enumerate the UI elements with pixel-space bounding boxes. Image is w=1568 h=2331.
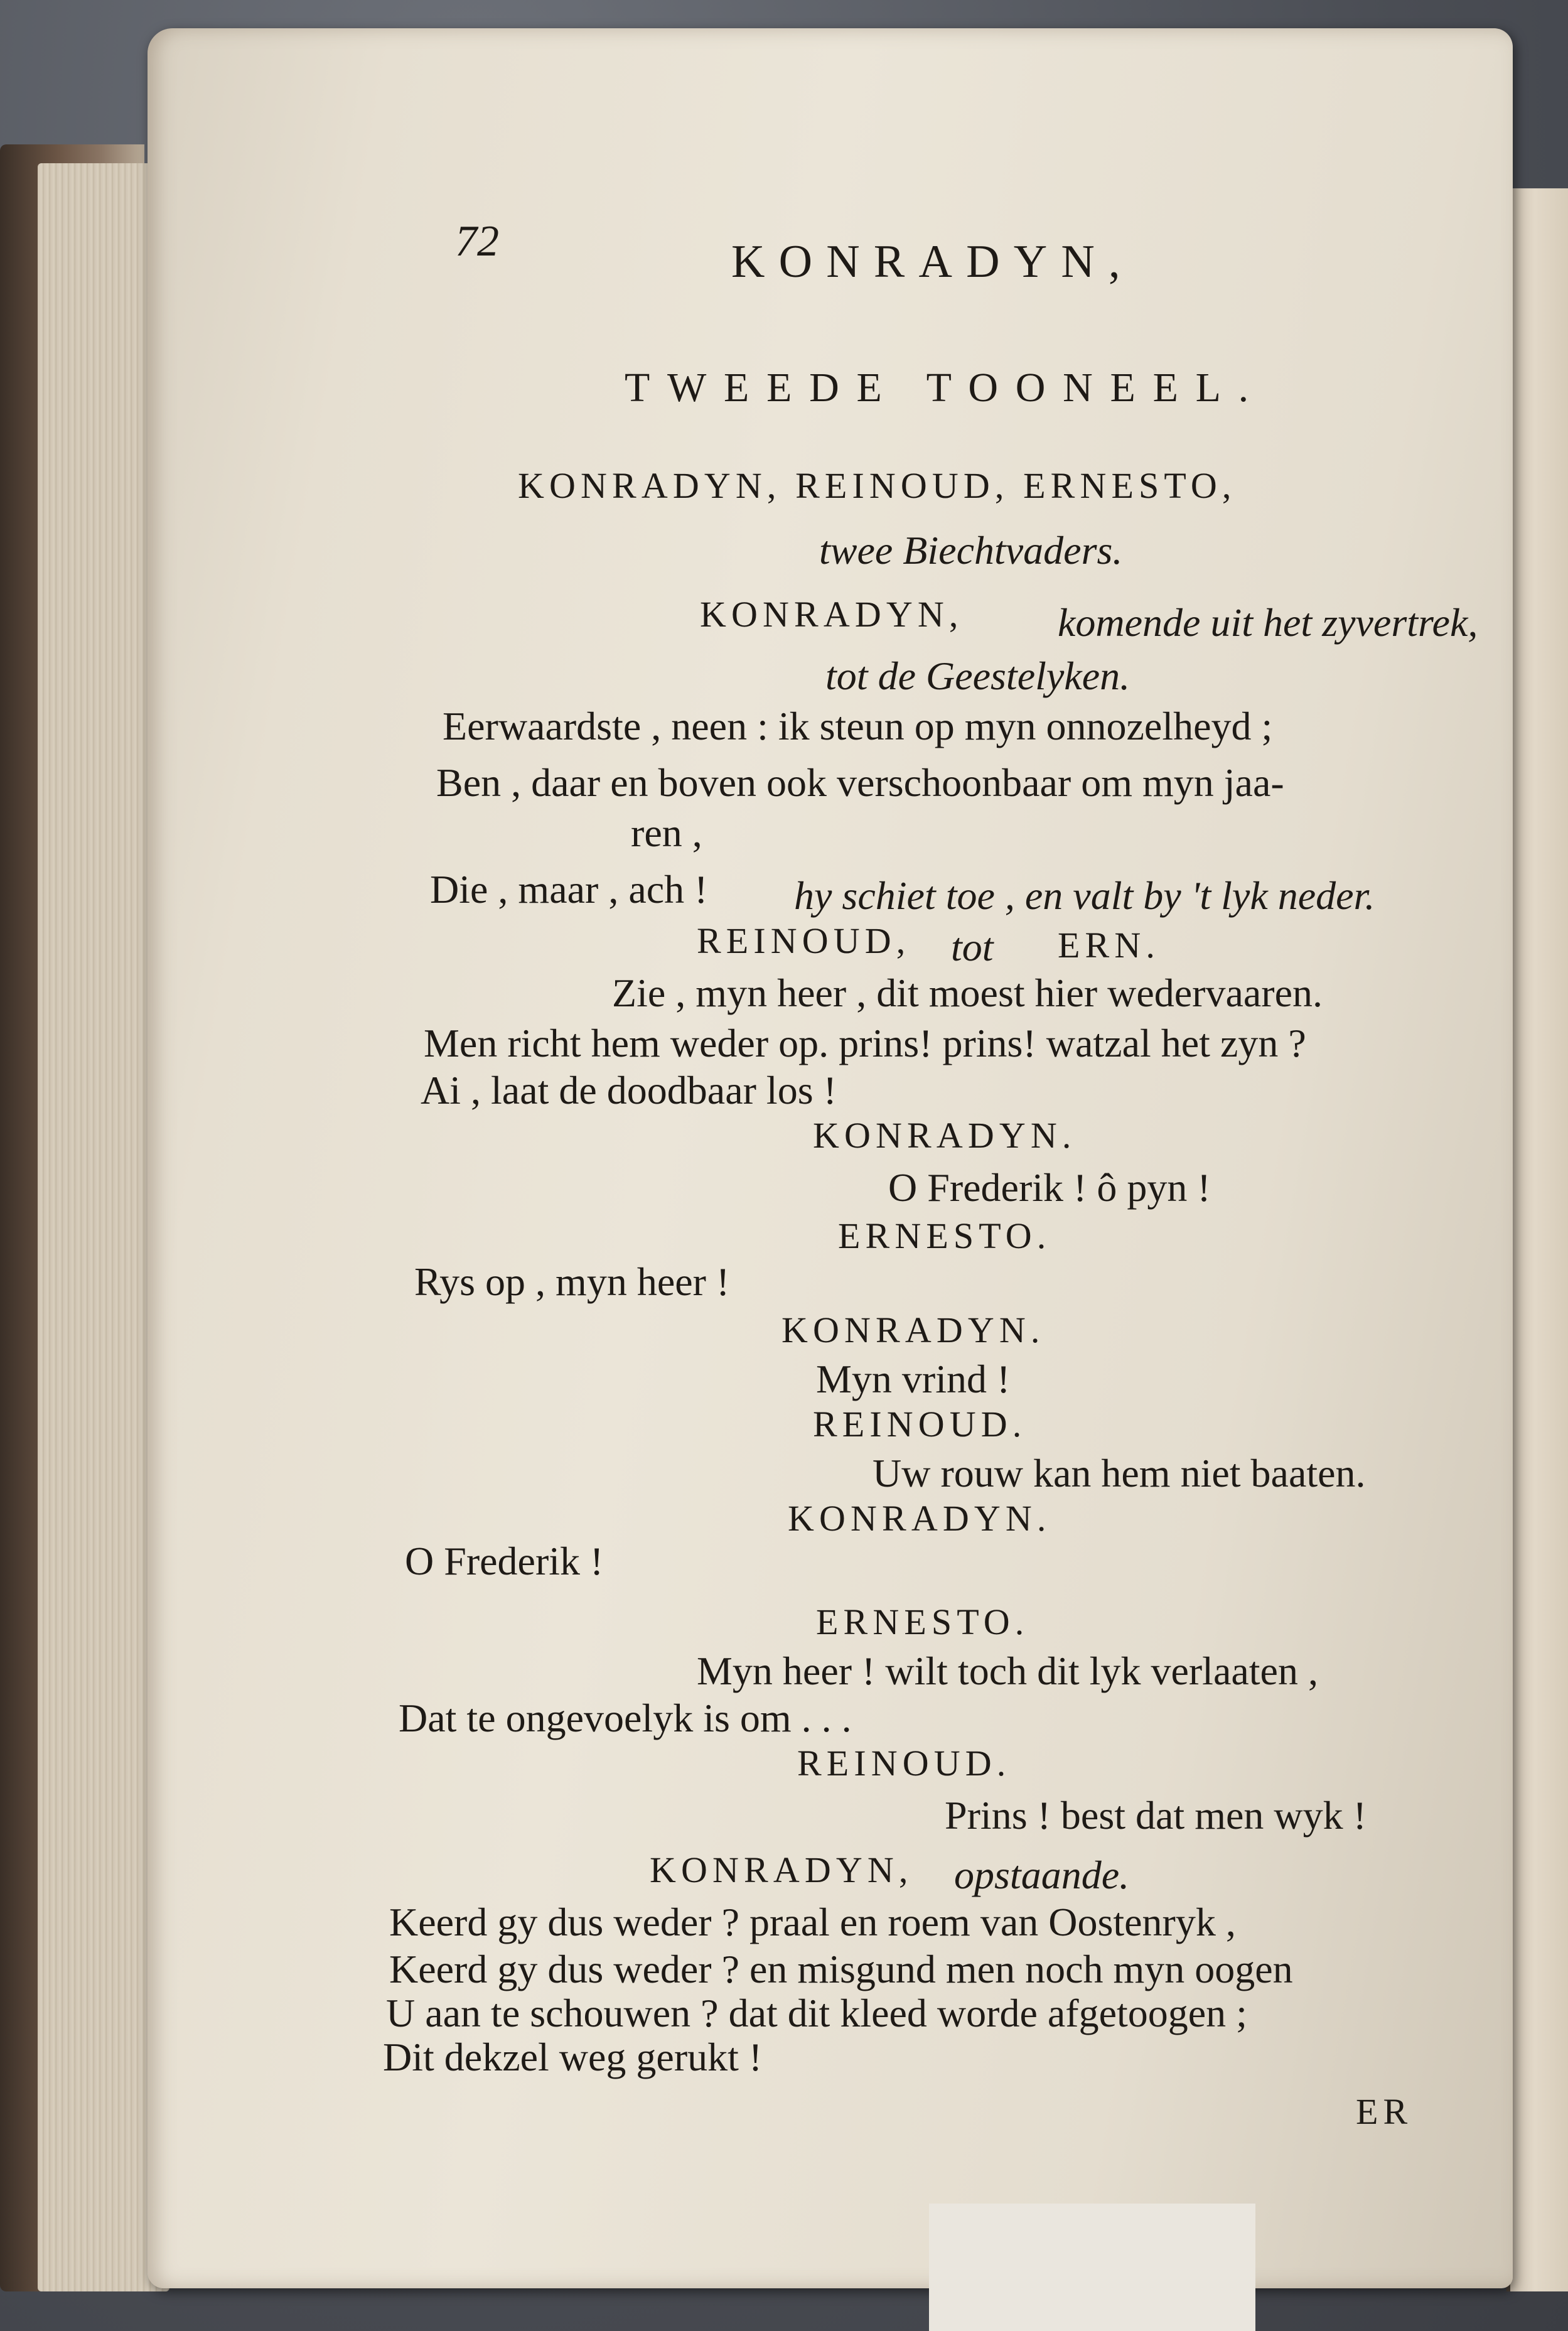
verse-line: Rys op , myn heer ! — [414, 1259, 730, 1304]
running-head: KONRADYN, — [731, 236, 1134, 288]
speaker-reinoud: REINOUD, — [697, 920, 911, 961]
verse-line: Myn heer ! wilt toch dit lyk verlaaten , — [697, 1649, 1318, 1693]
verse-line: Prins ! best dat men wyk ! — [945, 1793, 1367, 1838]
speaker-ernesto: ERNESTO. — [816, 1602, 1029, 1642]
verse-line: Keerd gy dus weder ? praal en roem van Oostenryk , — [389, 1900, 1236, 1944]
verse-line: Uw rouw kan hem niet baaten. — [873, 1451, 1366, 1495]
speaker-konradyn: KONRADYN. — [788, 1498, 1051, 1539]
cast-list: KONRADYN, REINOUD, ERNESTO, — [518, 465, 1237, 506]
verse-line: Die , maar , ach ! — [430, 867, 708, 912]
verse-line: U aan te schouwen ? dat dit kleed worde afgetoogen ; — [386, 1991, 1247, 2035]
verse-line: O Frederik ! ô pyn ! — [888, 1165, 1211, 1210]
verse-line: Eerwaardste , neen : ik steun op myn onnozelheyd ; — [443, 704, 1273, 748]
book-page — [148, 28, 1513, 2288]
scene-title: TWEEDE TOONEEL. — [625, 365, 1266, 411]
verse-line: Ai , laat de doodbaar los ! — [421, 1068, 837, 1112]
speaker-reinoud: REINOUD. — [813, 1404, 1027, 1445]
speaker-reinoud: REINOUD. — [797, 1743, 1011, 1784]
stage-direction: tot de Geestelyken. — [825, 654, 1130, 698]
catchword: ER — [1356, 2091, 1413, 2132]
speaker-konradyn: KONRADYN. — [813, 1115, 1077, 1156]
speaker-konradyn: KONRADYN. — [781, 1310, 1045, 1350]
page-number: 72 — [455, 217, 499, 266]
facing-page-edge — [1506, 188, 1568, 2291]
verse-line: Zie , myn heer , dit moest hier wedervaaren. — [612, 971, 1323, 1015]
speaker-konradyn: KONRADYN, — [700, 594, 964, 635]
stage-direction: tot — [951, 925, 994, 969]
verse-line: ren , — [631, 810, 702, 855]
cast-list-sub: twee Biechtvaders. — [819, 528, 1123, 573]
speaker-konradyn: KONRADYN, — [650, 1849, 913, 1890]
verse-line: Dat te ongevoelyk is om . . . — [399, 1696, 852, 1740]
verse-line: Men richt hem weder op. prins! prins! watzal het zyn ? — [424, 1021, 1306, 1065]
verse-line: Dit dekzel weg gerukt ! — [383, 2035, 763, 2079]
speaker-ernesto: ERNESTO. — [838, 1215, 1051, 1256]
speaker-ernesto: ERN. — [1058, 925, 1160, 966]
verse-line: Ben , daar en boven ook verschoonbaar om myn jaa- — [436, 760, 1284, 805]
stage-direction: hy schiet toe , en valt by 't lyk neder. — [794, 873, 1375, 918]
verse-line: Keerd gy dus weder ? en misgund men noch myn oogen — [389, 1947, 1293, 1991]
verse-line: O Frederik ! — [405, 1539, 604, 1583]
stage-direction: komende uit het zyvertrek, — [1058, 600, 1478, 645]
verse-line: Myn vrind ! — [816, 1357, 1011, 1401]
redaction-patch — [929, 2204, 1255, 2331]
stage-direction: opstaande. — [954, 1853, 1130, 1897]
